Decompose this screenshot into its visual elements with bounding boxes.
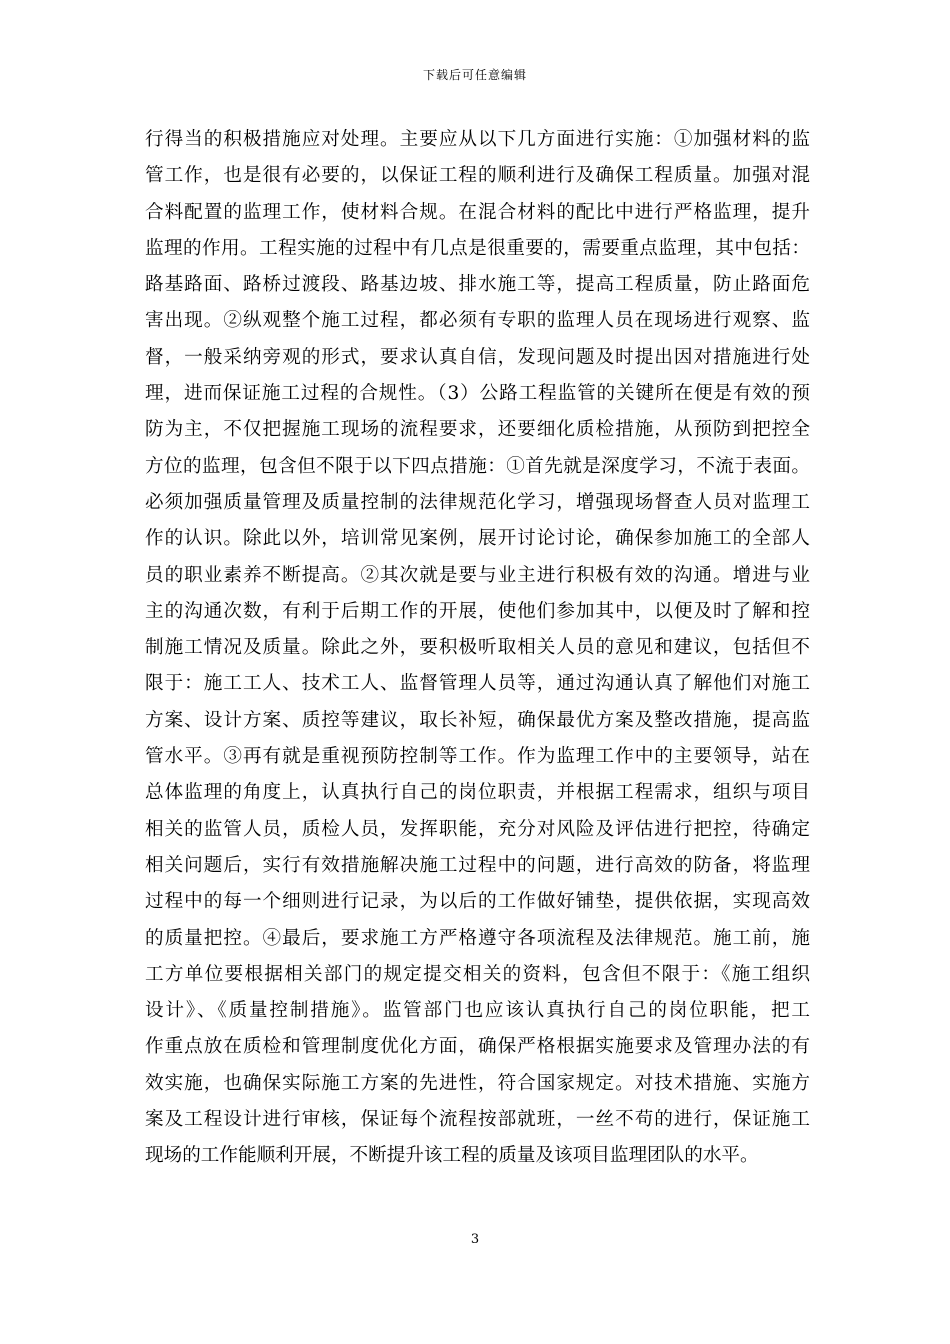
text-line: 限于：施工工人、技术工人、监督管理人员等，通过沟通认真了解他们对施工 (145, 673, 810, 695)
text-line: 方位的监理，包含但不限于以下四点措施：①首先就是深度学习，不流于表面。 (145, 455, 810, 477)
text-line: 现场的工作能顺利开展，不断提升该工程的质量及该项目监理团队的水平。 (145, 1145, 759, 1167)
text-line: 方案、设计方案、质控等建议，取长补短，确保最优方案及整改措施，提高监 (145, 709, 810, 731)
text-line: 主的沟通次数，有利于后期工作的开展，使他们参加其中，以便及时了解和控 (145, 600, 810, 622)
text-line: 理，进而保证施工过程的合规性。（3）公路工程监管的关键所在便是有效的预 (145, 383, 810, 405)
text-line: 管工作，也是很有必要的，以保证工程的顺利进行及确保工程质量。加强对混 (145, 165, 810, 187)
page-number: 3 (470, 1232, 480, 1247)
text-line: 制施工情况及质量。除此之外，要积极听取相关人员的意见和建议，包括但不 (145, 637, 810, 659)
text-line: 的质量把控。④最后，要求施工方严格遵守各项流程及法律规范。施工前，施 (145, 927, 810, 949)
text-line: 作重点放在质检和管理制度优化方面，确保严格根据实施要求及管理办法的有 (145, 1036, 810, 1058)
text-line: 行得当的积极措施应对处理。主要应从以下几方面进行实施：①加强材料的监 (145, 129, 810, 150)
text-line: 相关的监管人员，质检人员，发挥职能，充分对风险及评估进行把控，待确定 (145, 818, 810, 840)
text-line: 督，一般采纳旁观的形式，要求认真自信，发现问题及时提出因对措施进行处 (145, 346, 810, 368)
text-line: 效实施，也确保实际施工方案的先进性，符合国家规定。对技术措施、实施方 (145, 1072, 810, 1094)
text-line: 相关问题后，实行有效措施解决施工过程中的问题，进行高效的防备，将监理 (145, 854, 810, 876)
text-line: 合料配置的监理工作，使材料合规。在混合材料的配比中进行严格监理，提升 (145, 201, 810, 223)
text-line: 工方单位要根据相关部门的规定提交相关的资料，包含但不限于：《施工组织 (145, 963, 810, 985)
text-line: 防为主，不仅把握施工现场的流程要求，还要细化质检措施，从预防到把控全 (145, 419, 810, 441)
text-line: 作的认识。除此以外，培训常见案例，展开讨论讨论，确保参加施工的全部人 (145, 528, 810, 550)
text-line: 必须加强质量管理及质量控制的法律规范化学习，增强现场督查人员对监理工 (145, 491, 810, 513)
text-line: 员的职业素养不断提高。②其次就是要与业主进行积极有效的沟通。增进与业 (145, 564, 810, 586)
text-line: 设计》、《质量控制措施》。监管部门也应该认真执行自己的岗位职能，把工 (145, 1000, 810, 1022)
text-line: 害出现。②纵观整个施工过程，都必须有专职的监理人员在现场进行观察、监 (145, 310, 810, 332)
text-line: 路基路面、路桥过渡段、路基边坡、排水施工等，提高工程质量，防止路面危 (145, 274, 810, 296)
page-header: 下载后可任意编辑 (422, 68, 527, 82)
text-line: 监理的作用。工程实施的过程中有几点是很重要的，需要重点监理，其中包括： (145, 237, 810, 259)
text-line: 案及工程设计进行审核，保证每个流程按部就班，一丝不苟的进行，保证施工 (145, 1109, 810, 1131)
body-text (145, 122, 810, 1175)
text-line: 过程中的每一个细则进行记录，为以后的工作做好铺垫，提供依据，实现高效 (145, 891, 810, 913)
text-line: 管水平。③再有就是重视预防控制等工作。作为监理工作中的主要领导，站在 (145, 746, 810, 768)
text-line: 总体监理的角度上，认真执行自己的岗位职责，并根据工程需求，组织与项目 (145, 782, 810, 804)
